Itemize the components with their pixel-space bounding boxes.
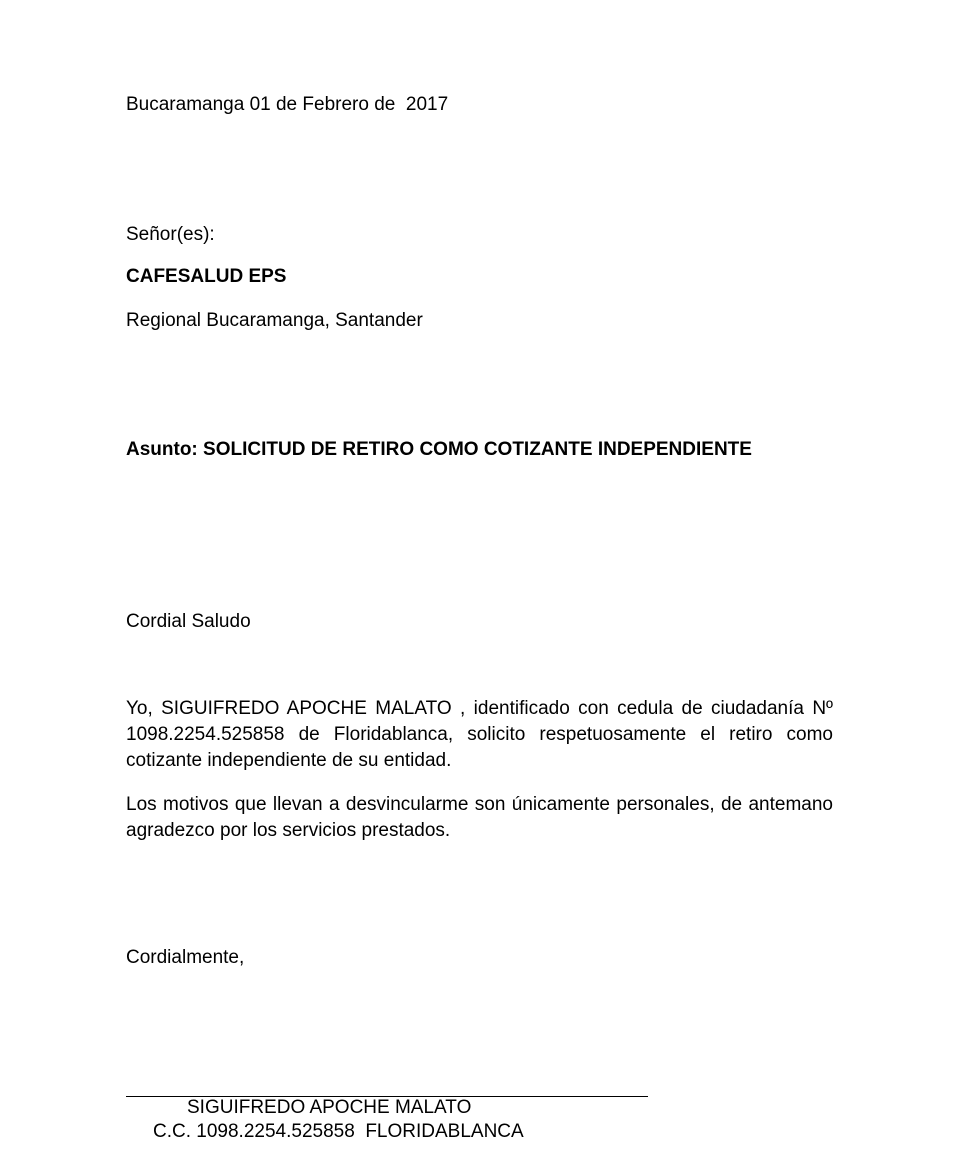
subject-label: Asunto: <box>126 439 198 460</box>
subject-line <box>126 437 752 463</box>
signer-name: SIGUIFREDO APOCHE MALATO <box>187 1097 472 1118</box>
recipient-name: CAFESALUD EPS <box>126 266 287 287</box>
body-paragraph-1: Yo, SIGUIFREDO APOCHE MALATO , identificado con cedula de ciudadanía Nº 1098.2254.525858 de Floridablanca, solicito respetuosamente el retiro como cotizante independiente de su entidad. <box>126 698 833 771</box>
subject-text: SOLICITUD DE RETIRO COMO COTIZANTE INDEPENDIENTE <box>197 439 752 460</box>
signer-id: C.C. 1098.2254.525858 FLORIDABLANCA <box>153 1121 524 1142</box>
closing: Cordialmente, <box>126 947 245 968</box>
recipient-location: Regional Bucaramanga, Santander <box>126 310 423 331</box>
greeting: Cordial Saludo <box>126 611 251 632</box>
salutation-to: Señor(es): <box>126 224 215 245</box>
body-paragraph-2: Los motivos que llevan a desvincularme son únicamente personales, de antemano agradezco por los servicios prestados. <box>126 794 833 841</box>
date-line: Bucaramanga 01 de Febrero de 2017 <box>126 94 449 115</box>
